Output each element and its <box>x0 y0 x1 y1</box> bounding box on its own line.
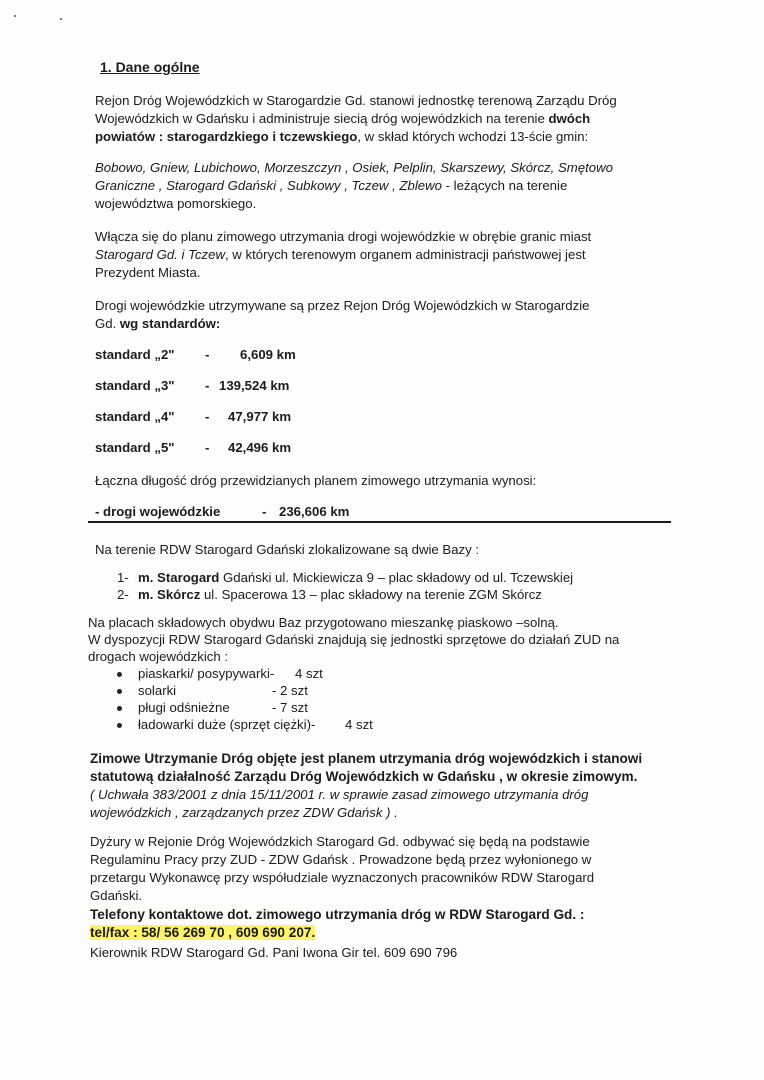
standard-3-value: 139,524 km <box>219 378 290 393</box>
standard-2-label: standard „2" <box>95 347 175 362</box>
zimowe-line-2: statutową działalność Zarządu Dróg Wojewódzkich w Gdańsku , w okresie zimowym. <box>90 769 638 784</box>
equip-item-count: 4 szt <box>295 666 323 681</box>
baza-1-num: 1- <box>117 570 129 585</box>
standard-2-value: 6,609 km <box>240 347 296 362</box>
zimowe-line-3: ( Uchwała 383/2001 z dnia 15/11/2001 r. w sprawie zasad zimowego utrzymania dróg <box>90 787 589 802</box>
phones-highlight: tel/fax : 58/ 56 269 70 , 609 690 207. <box>90 925 316 940</box>
section-heading: 1. Dane ogólne <box>100 59 200 75</box>
dyzury-line-2: Regulaminu Pracy przy ZUD - ZDW Gdańsk . Prowadzone będą przez wyłonionego w <box>90 852 592 867</box>
equip-item-count: - 7 szt <box>272 700 308 715</box>
baza-1-text: m. Starogard Gdański ul. Mickiewicza 9 – plac składowy od ul. Tczewskiej <box>138 570 574 585</box>
cities-line-3: Prezydent Miasta. <box>95 265 201 280</box>
intro-line-3: powiatów : starogardzkiego i tczewskiego, w skład których wchodzi 13-ście gmin: <box>95 129 589 144</box>
zimowe-line-4: wojewódzkich , zarządzanych przez ZDW Gdańsk ) . <box>90 805 398 820</box>
zimowe-line-1: Zimowe Utrzymanie Dróg objęte jest planem utrzymania dróg wojewódzkich i stanowi <box>90 751 643 766</box>
contact-manager: Kierownik RDW Starogard Gd. Pani Iwona Gir tel. 609 690 796 <box>90 945 458 960</box>
equip-item-count: - 2 szt <box>272 683 308 698</box>
standard-5-dash: - <box>205 440 210 455</box>
equip-item-name: piaskarki/ posypywarki- <box>138 666 275 681</box>
standard-4-dash: - <box>205 409 210 424</box>
equip-line-2: W dyspozycji RDW Starogard Gdański znajdują się jednostki sprzętowe do działań ZUD na <box>88 632 620 647</box>
total-label: - drogi wojewódzkie <box>95 504 221 519</box>
gminy-line-1: Bobowo, Gniew, Lubichowo, Morzeszczyn , Osiek, Pelplin, Skarszewy, Skórcz, Smętowo <box>95 160 613 175</box>
bullet-icon <box>117 706 122 711</box>
standard-4-value: 47,977 km <box>228 409 292 424</box>
roads-line-1: Drogi wojewódzkie utrzymywane są przez Rejon Dróg Wojewódzkich w Starogardzie <box>95 298 590 313</box>
equip-line-3: drogach wojewódzkich : <box>88 649 229 664</box>
roads-line-2: Gd. wg standardów: <box>95 316 221 331</box>
contact-title: Telefony kontaktowe dot. zimowego utrzymania dróg w RDW Starogard Gd. : <box>90 907 585 922</box>
equip-line-1: Na placach składowych obydwu Baz przygotowano mieszankę piaskowo –solną. <box>88 615 559 630</box>
gminy-line-3: województwa pomorskiego. <box>95 196 257 211</box>
standard-2-dash: - <box>205 347 210 362</box>
contact-phones <box>90 924 315 941</box>
equip-item-name: pługi odśnieżne <box>138 700 230 715</box>
bazy-intro: Na terenie RDW Starogard Gdański zlokalizowane są dwie Bazy : <box>95 542 480 557</box>
standard-5-value: 42,496 km <box>228 440 292 455</box>
bullet-icon <box>117 689 122 694</box>
scan-speck <box>14 15 16 17</box>
total-value: 236,606 km <box>279 504 350 519</box>
gminy-line-2: Graniczne , Starogard Gdański , Subkowy , Tczew , Zblewo - leżących na terenie <box>95 178 568 193</box>
total-dash: - <box>262 504 267 519</box>
cities-line-1: Włącza się do planu zimowego utrzymania drogi wojewódzkie w obrębie granic miast <box>95 229 592 244</box>
equip-item-count: 4 szt <box>345 717 373 732</box>
bullet-icon <box>117 723 122 728</box>
dyzury-line-1: Dyżury w Rejonie Dróg Wojewódzkich Starogard Gd. odbywać się będą na podstawie <box>90 834 590 849</box>
total-text: Łączna długość dróg przewidzianych planem zimowego utrzymania wynosi: <box>95 473 537 488</box>
divider-line <box>88 521 671 523</box>
standard-3-dash: - <box>205 378 210 393</box>
intro-line-2: Wojewódzkich w Gdańsku i administruje siecią dróg wojewódzkich na terenie dwóch <box>95 111 591 126</box>
dyzury-line-4: Gdański. <box>90 888 143 903</box>
standard-5-label: standard „5" <box>95 440 175 455</box>
baza-2-text: m. Skórcz ul. Spacerowa 13 – plac składowy na terenie ZGM Skórcz <box>138 587 542 602</box>
equip-item-name: ładowarki duże (sprzęt ciężki)- <box>138 717 316 732</box>
cities-line-2: Starogard Gd. i Tczew, w których terenowym organem administracji państwowej jest <box>95 247 586 262</box>
scan-speck <box>60 18 62 20</box>
baza-2-num: 2- <box>117 587 129 602</box>
bullet-icon <box>117 672 122 677</box>
standard-4-label: standard „4" <box>95 409 175 424</box>
equip-item-name: solarki <box>138 683 177 698</box>
dyzury-line-3: przetargu Wykonawcę przy współudziale wyznaczonych pracowników RDW Starogard <box>90 870 595 885</box>
standard-3-label: standard „3" <box>95 378 175 393</box>
intro-line-1: Rejon Dróg Wojewódzkich w Starogardzie Gd. stanowi jednostkę terenową Zarządu Dróg <box>95 93 617 108</box>
